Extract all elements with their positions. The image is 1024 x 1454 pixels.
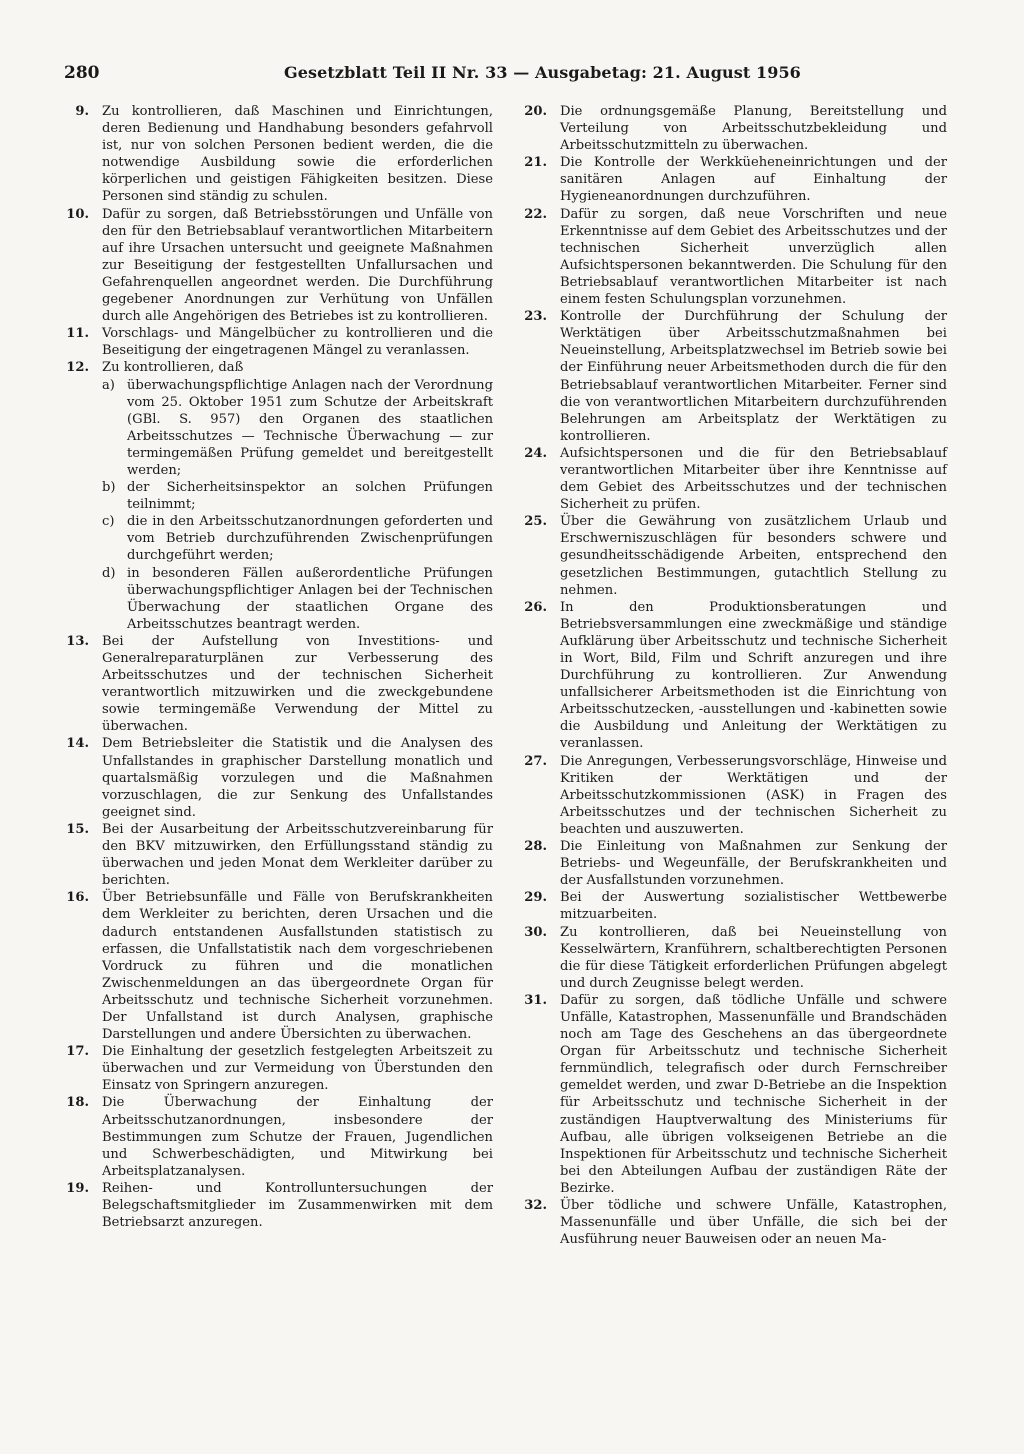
list-item: [513, 308, 947, 445]
left-column: [55, 103, 493, 1231]
list-item: [55, 889, 493, 1043]
list-item: [513, 513, 947, 598]
list-item: [513, 103, 947, 154]
sub-item-letter: b): [102, 480, 116, 496]
item-number: 26.: [524, 599, 547, 615]
sub-item-letter: d): [102, 565, 116, 581]
item-number: 20.: [524, 104, 547, 119]
item-number: 24.: [524, 445, 547, 461]
item-number: 32.: [524, 1198, 547, 1213]
sub-item: [102, 565, 493, 633]
sub-item-text: in besonderen Fällen außerordentliche Prüfungen überwachungspflichtiger Anlagen bei der Technischen Überwachung der staatlichen Organe des Arbeitsschutzes beantragt werden.: [127, 565, 493, 632]
item-number: 11.: [66, 326, 89, 342]
item-text: Reihen- und Kontrolluntersuchungen der Belegschaftsmitglieder im Zusammenwirken mit dem Betriebsarzt anzuregen.: [102, 1180, 493, 1231]
item-number: 10.: [66, 206, 89, 222]
list-item: [513, 599, 947, 753]
item-text: Über Betriebsunfälle und Fälle von Berufskrankheiten dem Werkleiter zu berichten, deren Ursachen und die dadurch entstandenen Ausfallstunden statistisch zu erfassen, die Unfallstatistik nach dem vorgeschriebenen Vordruck zu führen und die monatlichen Zwischenmeldungen an das übergeordnete Organ für Arbeitsschutz und technische Sicherheit vorzunehmen. Der Unfallstand ist durch Analysen, graphische Darstellungen und andere Übersichten zu überwachen.: [102, 890, 493, 1043]
item-text: Dafür zu sorgen, daß Betriebsstörungen und Unfälle von den für den Betriebsablauf verantwortlichen Mitarbeitern auf ihre Ursachen untersucht und geeignete Maßnahmen zur Beseitigung der festgestellten Unfallursachen und Gefahrenquellen angeordnet werden. Die Durchführung gegebener Anordnungen zur Verhütung von Unfällen durch alle Angehörigen des Betriebes ist zu kontrollieren.: [102, 206, 493, 325]
item-number: 27.: [524, 753, 547, 769]
list-item: [55, 206, 493, 326]
item-number: 18.: [66, 1095, 89, 1111]
item-text: Die Anregungen, Verbesserungsvorschläge, Hinweise und Kritiken der Werktätigen und der Arbeitsschutzkommissionen (ASK) in Fragen des Arbeitsschutzes und der technischen Sicherheit zu beachten und auszuwerten.: [560, 753, 947, 837]
item-text: In den Produktionsberatungen und Betriebsversammlungen eine zweckmäßige und ständige Aufklärung über Arbeitsschutz und technische Sicherheit in Wort, Bild, Film und Schrift anzuregen und ihre Durchführung zu kontrollieren. Zur Anwendung unfallsicherer Arbeitsmethoden ist die Einrichtung von Arbeitsschutzecken, -ausstellungen und -kabinetten sowie die Ausbildung und Anleitung der Werktätigen zu veranlassen.: [560, 599, 947, 752]
item-number: 16.: [66, 890, 89, 906]
item-number: 13.: [66, 633, 89, 649]
list-item: [55, 1094, 493, 1179]
sub-item-text: der Sicherheitsinspektor an solchen Prüfungen teilnimmt;: [127, 480, 493, 513]
list-item: [55, 1043, 493, 1094]
sub-item-letter: a): [102, 377, 115, 393]
list-item: [55, 325, 493, 359]
right-column: [513, 103, 947, 1248]
item-text: Dem Betriebsleiter die Statistik und die Analysen des Unfallstandes in graphischer Darstellung monatlich und quartalsmäßig vorzulegen und die Maßnahmen vorzuschlagen, die zur Senkung des Unfallstandes geeignet sind.: [102, 736, 493, 820]
item-text: Die Überwachung der Einhaltung der Arbeitsschutzanordnungen, insbesondere der Bestimmungen zum Schutze der Frauen, Jugendlichen und Schwerbeschädigten, und Mitwirkung bei Arbeitsplatzanalysen.: [102, 1095, 493, 1179]
item-text: Zu kontrollieren, daß bei Neueinstellung von Kesselwärtern, Kranführern, schaltberechtigten Personen die für diese Tätigkeit erforderlichen Prüfungen abgelegt und durch Zeugnisse belegt werden.: [560, 924, 947, 991]
list-item: [55, 821, 493, 889]
item-number: 9.: [75, 104, 89, 119]
item-text: Über die Gewährung von zusätzlichem Urlaub und Erschwerniszuschlägen für besonders schwere und gesundheitsschädigende Arbeiten, entsprechend den gesetzlichen Bestimmungen, gutachtlich Stellung zu nehmen.: [560, 514, 947, 598]
item-text: Die Einleitung von Maßnahmen zur Senkung der Betriebs- und Wegeunfälle, der Berufskrankheiten und der Ausfallstunden vorzunehmen.: [560, 839, 947, 889]
list-item: [513, 924, 947, 992]
item-number: 14.: [66, 736, 89, 752]
item-text: Vorschlags- und Mängelbücher zu kontrollieren und die Beseitigung der eingetragenen Mängel zu veranlassen.: [102, 326, 493, 359]
item-number: 28.: [524, 839, 547, 855]
item-number: 19.: [66, 1180, 89, 1196]
item-text: Bei der Aufstellung von Investitions- und Generalreparaturplänen zur Verbesserung des Arbeitsschutzes und der technischen Sicherheit verantwortlich mitzuwirken und die zweckgebundene sowie termingemäße Verwendung der Mittel zu überwachen.: [102, 633, 493, 735]
item-number: 17.: [66, 1044, 89, 1060]
list-item: [513, 154, 947, 205]
item-text: Über tödliche und schwere Unfälle, Katastrophen, Massenunfälle und über Unfälle, die sich bei der Ausführung neuer Bauweisen oder an neuen Ma-: [560, 1198, 947, 1248]
list-item: [513, 992, 947, 1197]
item-text: Bei der Auswertung sozialistischer Wettbewerbe mitzuarbeiten.: [560, 890, 947, 923]
item-text: Die ordnungsgemäße Planung, Bereitstellung und Verteilung von Arbeitsschutzbekleidung und Arbeitsschutzmitteln zu überwachen.: [560, 104, 947, 154]
sub-item-letter: c): [102, 514, 115, 530]
item-text: Die Kontrolle der Werkküeheneinrichtungen und der sanitären Anlagen auf Einhaltung der Hygieneanordnungen durchzuführen.: [560, 155, 947, 205]
item-number: 21.: [524, 155, 547, 171]
item-text: Die Einhaltung der gesetzlich festgelegten Arbeitszeit zu überwachen und zur Vermeidung von Überstunden den Einsatz von Springern anzuregen.: [102, 1044, 493, 1094]
sub-item-text: die in den Arbeitsschutzanordnungen geforderten und vom Betrieb durchzuführenden Zwischenprüfungen durchgeführt werden;: [127, 514, 493, 564]
item-number: 22.: [524, 206, 547, 222]
list-item: [55, 103, 493, 206]
item-number: 15.: [66, 821, 89, 837]
list-item: [513, 889, 947, 923]
page-number: 280: [64, 63, 100, 83]
item-text: Dafür zu sorgen, daß tödliche Unfälle und schwere Unfälle, Katastrophen, Massenunfälle und Brandschäden noch am Tage des Geschehens an das übergeordnete Organ für Arbeitsschutz und technische Sicherheit fernmündlich, telegrafisch oder durch Fernschreiber gemeldet werden, und zwar D-Betriebe an die Inspektion für Arbeitsschutz und technische Sicherheit in der zuständigen Hauptverwaltung des Ministeriums für Aufbau, alle übrigen volkseigenen Betriebe an die Inspektionen für Arbeitsschutz und technische Sicherheit bei den Abteilungen Aufbau der zuständigen Räte der Bezirke.: [560, 992, 947, 1196]
list-item: [55, 735, 493, 820]
item-text: Zu kontrollieren, daß: [102, 360, 244, 376]
item-number: 25.: [524, 514, 547, 530]
sub-item: [102, 513, 493, 564]
item-text: Bei der Ausarbeitung der Arbeitsschutzvereinbarung für den BKV mitzuwirken, den Erfüllungsstand ständig zu überwachen und jeden Monat dem Werkleiter darüber zu berichten.: [102, 821, 493, 889]
list-item: [55, 359, 493, 633]
page-title: Gesetzblatt Teil II Nr. 33 — Ausgabetag: 21. August 1956: [284, 63, 801, 82]
item-text: Aufsichtspersonen und die für den Betriebsablauf verantwortlichen Mitarbeiter über ihre Kenntnisse auf dem Gebiet des Arbeitsschutzes und der technischen Sicherheit zu prüfen.: [560, 445, 947, 513]
sub-item: [102, 479, 493, 513]
item-number: 30.: [524, 924, 547, 940]
page-header: [64, 60, 944, 86]
list-item: [513, 1197, 947, 1248]
item-number: 31.: [524, 992, 547, 1008]
item-text: Zu kontrollieren, daß Maschinen und Einrichtungen, deren Bedienung und Handhabung besonders gefahrvoll ist, nur von solchen Personen bedient werden, die die notwendige Ausbildung sowie die erforderlichen körperlichen und geistigen Fähigkeiten besitzen. Diese Personen sind ständig zu schulen.: [102, 104, 493, 205]
list-item: [55, 633, 493, 736]
item-text: Kontrolle der Durchführung der Schulung der Werktätigen über Arbeitsschutzmaßnahmen bei Neueinstellung, Arbeitsplatzwechsel im Betrieb sowie bei der Einführung neuer Arbeitsmethoden durch die für den Betriebsablauf verantwortlichen Mitarbeiter. Ferner sind die von verantwortlichen Mitarbeitern durchzuführenden Belehrungen am Arbeitsplatz der Werktätigen zu kontrollieren.: [560, 309, 947, 444]
list-item: [55, 1180, 493, 1231]
list-item: [513, 445, 947, 513]
item-number: 29.: [524, 890, 547, 906]
list-item: [513, 838, 947, 889]
item-number: 12.: [66, 360, 89, 376]
sub-item-text: überwachungspflichtige Anlagen nach der Verordnung vom 25. Oktober 1951 zum Schutze der Arbeitskraft (GBl. S. 957) den Organen des staatlichen Arbeitsschutzes — Technische Überwachung — zur termingemäßen Prüfung gemeldet und bereitgestellt werden;: [127, 377, 493, 478]
sub-item: [102, 377, 493, 480]
list-item: [513, 753, 947, 838]
item-number: 23.: [524, 309, 547, 325]
item-text: Dafür zu sorgen, daß neue Vorschriften und neue Erkenntnisse auf dem Gebiet des Arbeitsschutzes und der technischen Sicherheit unverzüglich allen Aufsichtspersonen bekanntwerden. Die Schulung für den Betriebsablauf verantwortlichen Mitarbeiter ist nach einem festen Schulungsplan vorzunehmen.: [560, 206, 947, 308]
list-item: [513, 206, 947, 309]
